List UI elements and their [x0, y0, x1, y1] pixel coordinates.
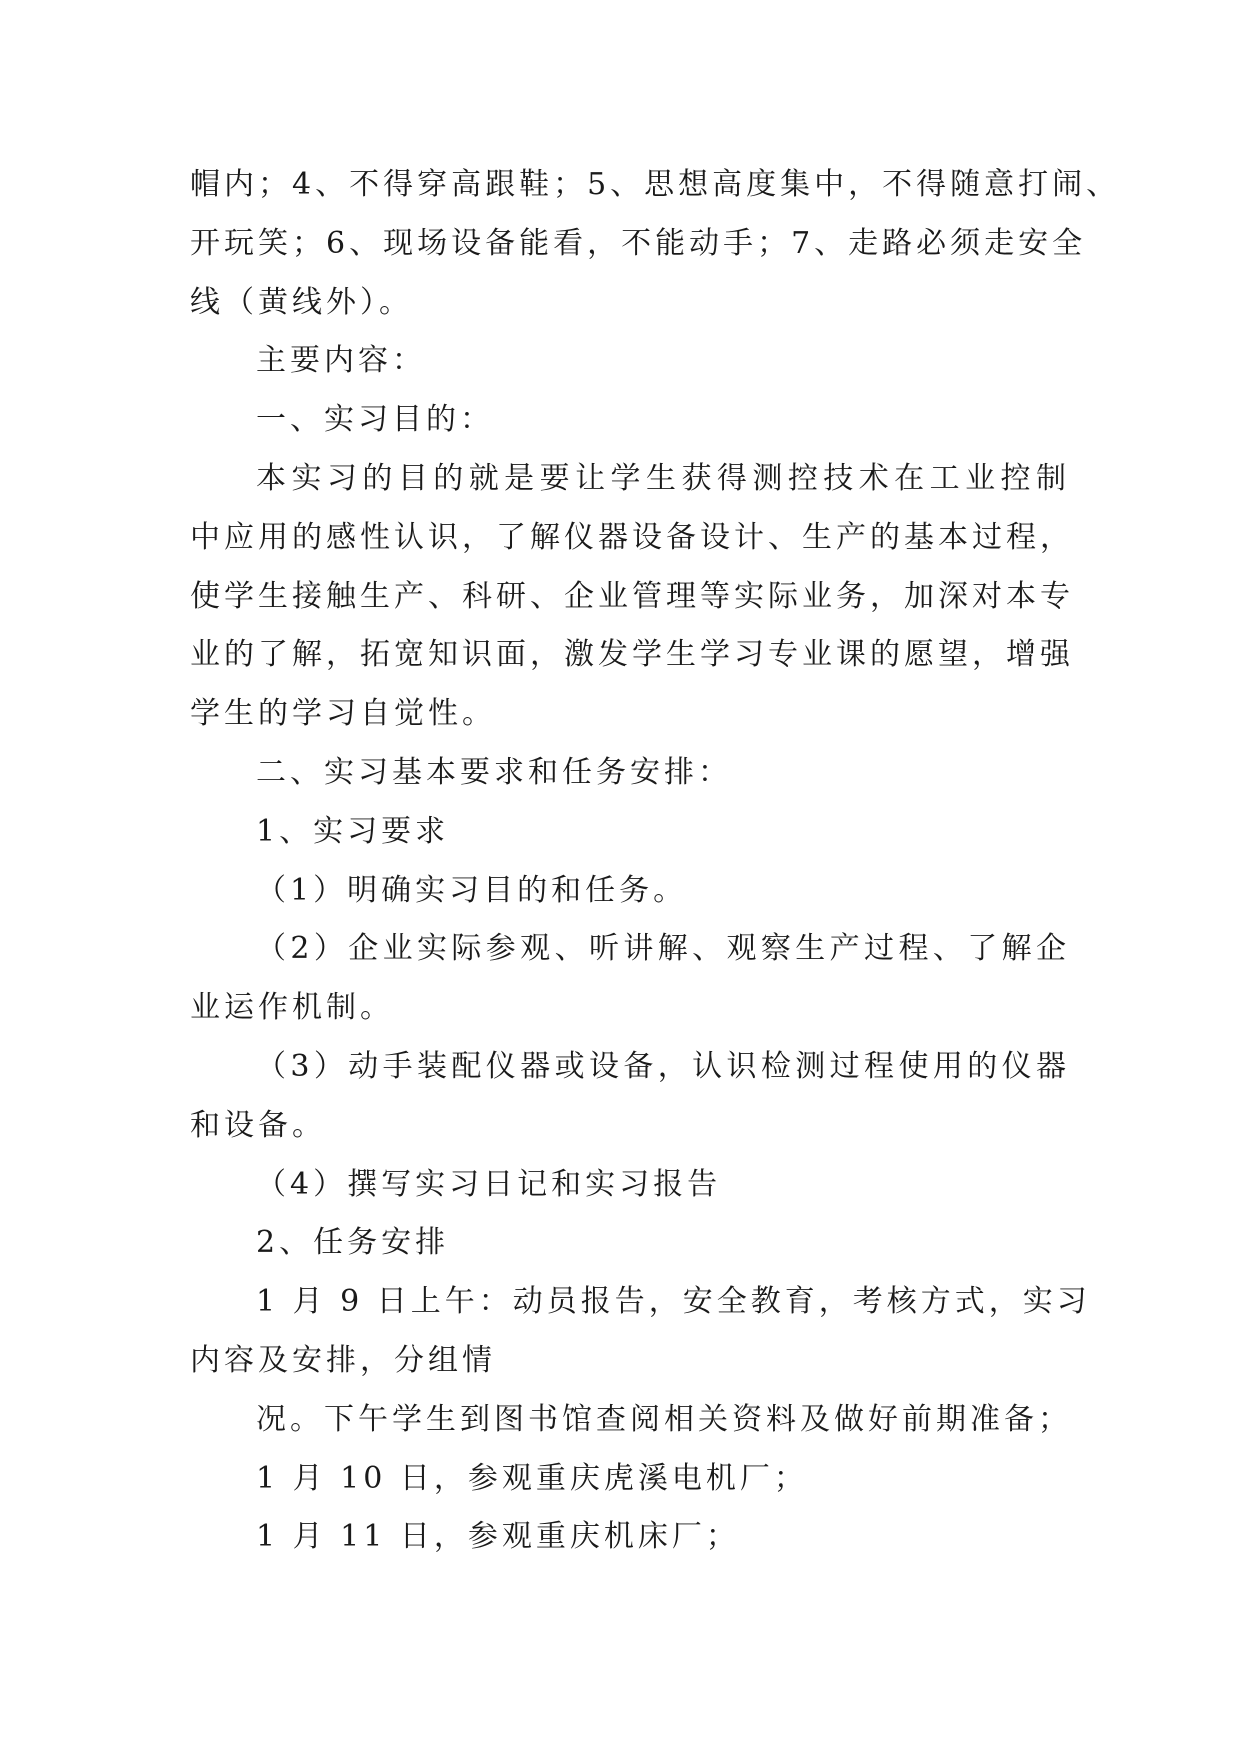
section-heading-purpose: 一、实习目的： — [256, 402, 494, 438]
schedule-item-jan11: 1 月 11 日，参观重庆机床厂； — [256, 1519, 740, 1555]
list-item-requirement-2: （2）企业实际参观、听讲解、观察生产过程、了解企 — [256, 931, 1070, 967]
body-line-purpose-3: 使学生接触生产、科研、企业管理等实际业务，加深对本专 — [190, 578, 1074, 614]
body-line-purpose-1: 本实习的目的就是要让学生获得测控技术在工业控制 — [256, 460, 1070, 496]
section-label-main-content: 主要内容： — [256, 343, 426, 379]
section-heading-requirements: 二、实习基本要求和任务安排： — [256, 754, 732, 790]
body-line-3: 线（黄线外）。 — [190, 284, 413, 320]
body-line-1: 帽内；4、不得穿高跟鞋；5、思想高度集中，不得随意打闹、 — [190, 167, 1121, 202]
document-body — [190, 156, 1121, 1567]
list-item-requirement-1: （1）明确实习目的和任务。 — [256, 872, 688, 908]
list-item-requirement-2-cont: 业运作机制。 — [190, 990, 394, 1026]
schedule-item-jan9-cont: 内容及安排，分组情 — [190, 1342, 496, 1378]
body-line-purpose-5: 学生的学习自觉性。 — [190, 696, 496, 732]
subheading-requirements: 1、实习要求 — [256, 813, 450, 849]
list-item-requirement-4: （4）撰写实习日记和实习报告 — [256, 1166, 722, 1202]
subheading-schedule: 2、任务安排 — [256, 1225, 450, 1261]
schedule-item-jan9: 1 月 9 日上午：动员报告，安全教育，考核方式，实习 — [256, 1284, 1091, 1320]
body-line-purpose-2: 中应用的感性认识，了解仪器设备设计、生产的基本过程， — [190, 519, 1074, 555]
list-item-requirement-3-cont: 和设备。 — [190, 1107, 326, 1143]
schedule-item-jan10: 1 月 10 日，参观重庆虎溪电机厂； — [256, 1460, 808, 1496]
list-item-requirement-3: （3）动手装配仪器或设备，认识检测过程使用的仪器 — [256, 1048, 1070, 1084]
body-line-2: 开玩笑；6、现场设备能看，不能动手；7、走路必须走安全 — [190, 225, 1087, 261]
schedule-item-jan9-afternoon: 况。下午学生到图书馆查阅相关资料及做好前期准备； — [256, 1401, 1072, 1437]
body-line-purpose-4: 业的了解，拓宽知识面，激发学生学习专业课的愿望，增强 — [190, 637, 1074, 673]
